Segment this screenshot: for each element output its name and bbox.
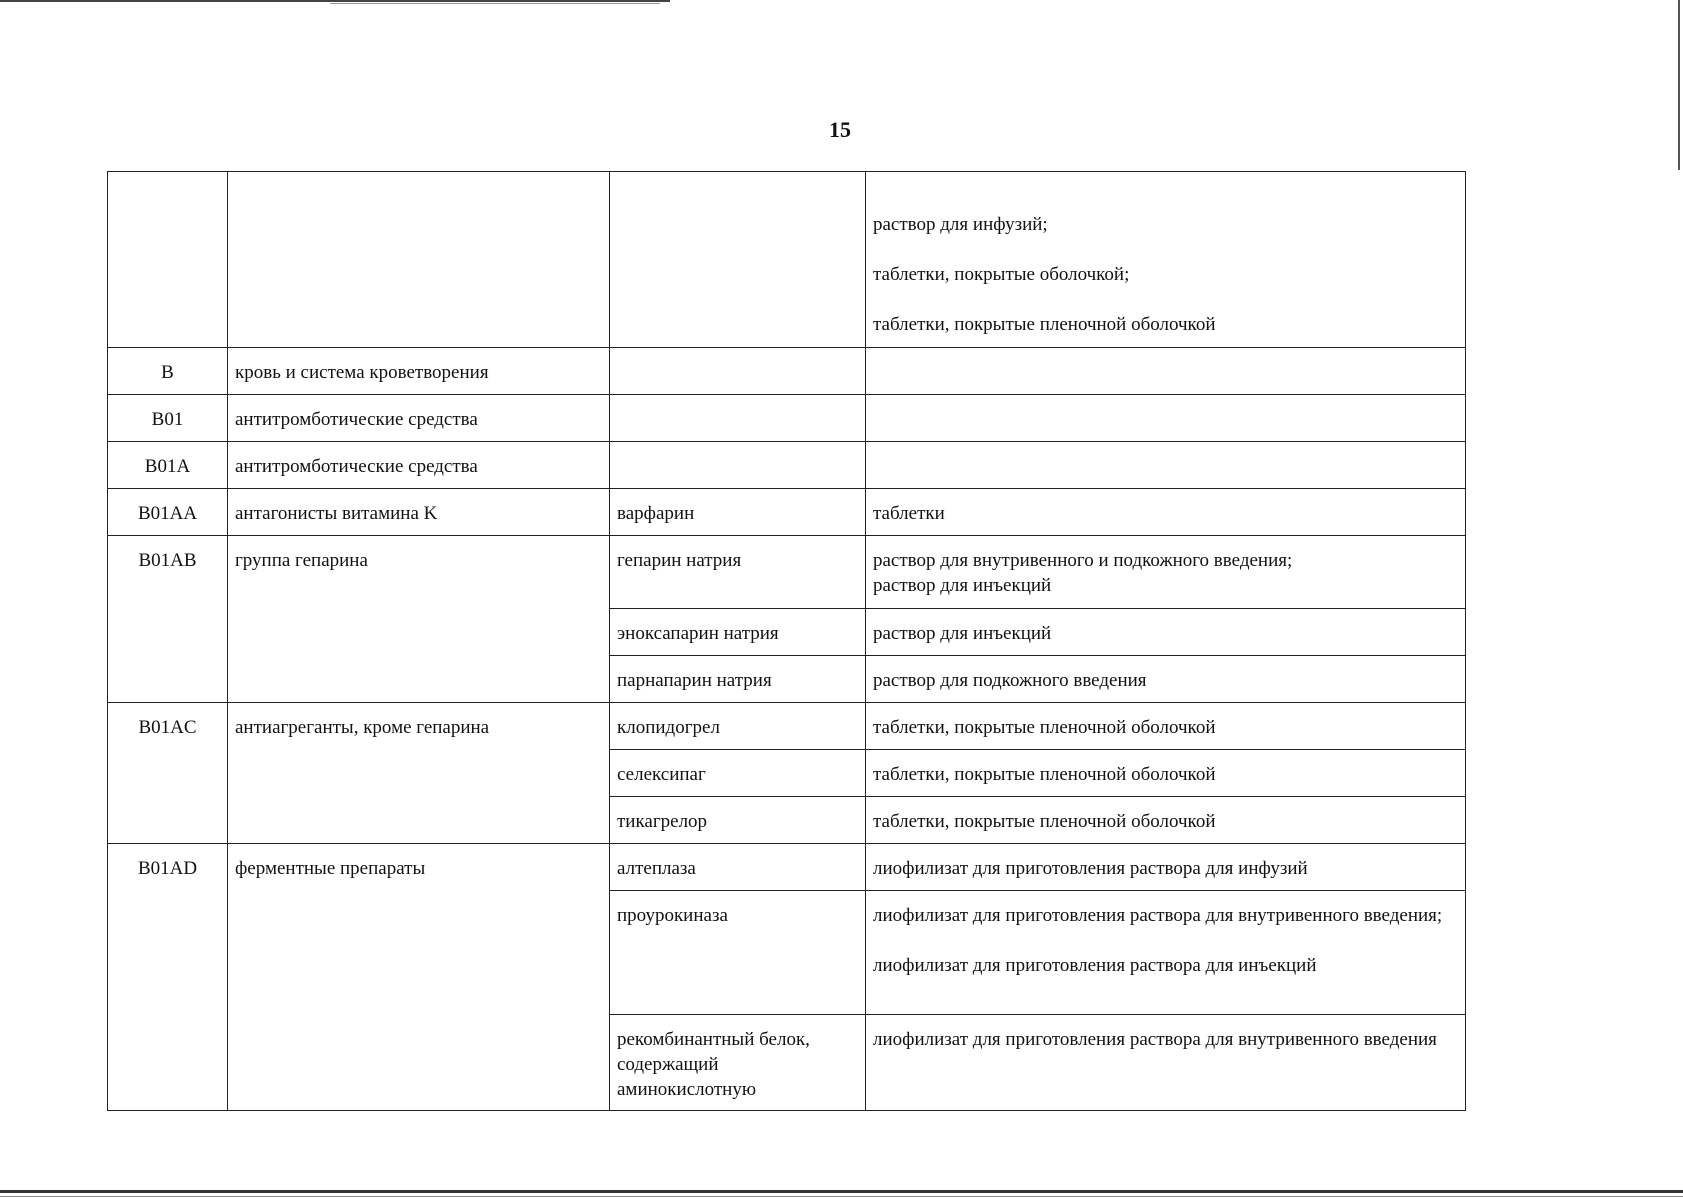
- group-name-cell: группа гепарина: [228, 536, 610, 703]
- table-row: [108, 172, 1466, 348]
- atc-code-cell: B01: [108, 395, 228, 442]
- drug-name-cell: [610, 442, 866, 489]
- dosage-form: лиофилизат для приготовления раствора для инфузий: [873, 858, 1308, 879]
- dosage-form: раствор для внутривенного и подкожного введения;: [873, 550, 1293, 571]
- drug-name-cell: рекомбинантный белок, содержащий аминокислотную: [610, 1015, 866, 1111]
- drug-name-cell: парнапарин натрия: [610, 656, 866, 703]
- drug-name-cell: селексипаг: [610, 750, 866, 797]
- dosage-form: таблетки, покрытые пленочной оболочкой: [873, 764, 1216, 785]
- atc-code-cell: B: [108, 348, 228, 395]
- group-name-cell: антитромботические средства: [228, 442, 610, 489]
- drug-table: [107, 171, 1466, 1111]
- dosage-form: таблетки, покрытые пленочной оболочкой: [873, 314, 1216, 335]
- group-name-cell: антитромботические средства: [228, 395, 610, 442]
- dosage-form: раствор для подкожного введения: [873, 670, 1147, 691]
- dosage-form: раствор для инъекций: [873, 623, 1052, 644]
- dosage-form: таблетки, покрытые пленочной оболочкой: [873, 811, 1216, 832]
- table-row: [108, 489, 1466, 536]
- drug-name-cell: алтеплаза: [610, 844, 866, 891]
- right-scan-edge: [1678, 0, 1680, 170]
- table-row: [108, 395, 1466, 442]
- page-number: 15: [829, 117, 851, 142]
- bottom-scan-rule: [0, 1190, 1683, 1193]
- drug-name-cell: [610, 172, 866, 348]
- dosage-form: лиофилизат для приготовления раствора для внутривенного введения: [873, 1029, 1437, 1050]
- dosage-form: таблетки, покрытые оболочкой;: [873, 264, 1130, 285]
- drug-name-cell: клопидогрел: [610, 703, 866, 750]
- dosage-form-cell: [866, 1015, 1466, 1111]
- dosage-form: раствор для инфузий;: [873, 214, 1048, 235]
- dosage-form-cell: [866, 442, 1466, 489]
- drug-name-cell: проурокиназа: [610, 891, 866, 1015]
- dosage-form-cell: [866, 891, 1466, 1015]
- drug-name-cell: тикагрелор: [610, 797, 866, 844]
- group-name-cell: антагонисты витамина K: [228, 489, 610, 536]
- drug-name-cell: гепарин натрия: [610, 536, 866, 609]
- table-row: [108, 442, 1466, 489]
- table-row: [108, 703, 1466, 750]
- dosage-form-cell: [866, 348, 1466, 395]
- atc-code-cell: B01AC: [108, 703, 228, 844]
- table-row: [108, 536, 1466, 609]
- atc-code-cell: [108, 172, 228, 348]
- drug-name-cell: варфарин: [610, 489, 866, 536]
- bottom-scan-rule-secondary: [0, 1196, 1683, 1197]
- atc-code-cell: B01A: [108, 442, 228, 489]
- dosage-form-cell: [866, 609, 1466, 656]
- drug-name-cell: эноксапарин натрия: [610, 609, 866, 656]
- dosage-form: лиофилизат для приготовления раствора для внутривенного введения;: [873, 905, 1443, 926]
- atc-code-cell: B01AB: [108, 536, 228, 703]
- atc-code-cell: B01AA: [108, 489, 228, 536]
- dosage-form: лиофилизат для приготовления раствора для инъекций: [873, 955, 1317, 976]
- dosage-form-cell: [866, 844, 1466, 891]
- dosage-form-cell: [866, 489, 1466, 536]
- dosage-form-cell: [866, 536, 1466, 609]
- table-row: [108, 348, 1466, 395]
- drug-name-cell: [610, 348, 866, 395]
- dosage-form: раствор для инъекций: [873, 575, 1052, 596]
- dosage-form: таблетки: [873, 503, 945, 524]
- drug-name-cell: [610, 395, 866, 442]
- dosage-form-cell: [866, 703, 1466, 750]
- group-name-cell: кровь и система кроветворения: [228, 348, 610, 395]
- dosage-form-cell: [866, 395, 1466, 442]
- dosage-form-cell: [866, 750, 1466, 797]
- group-name-cell: [228, 172, 610, 348]
- dosage-form-cell: [866, 172, 1466, 348]
- atc-code-cell: B01AD: [108, 844, 228, 1111]
- table-row: [108, 844, 1466, 891]
- dosage-form-cell: [866, 656, 1466, 703]
- group-name-cell: антиагреганты, кроме гепарина: [228, 703, 610, 844]
- group-name-cell: ферментные препараты: [228, 844, 610, 1111]
- dosage-form-cell: [866, 797, 1466, 844]
- top-scan-rule: [0, 0, 670, 2]
- dosage-form: таблетки, покрытые пленочной оболочкой: [873, 717, 1216, 738]
- top-scan-rule-secondary: [330, 3, 660, 4]
